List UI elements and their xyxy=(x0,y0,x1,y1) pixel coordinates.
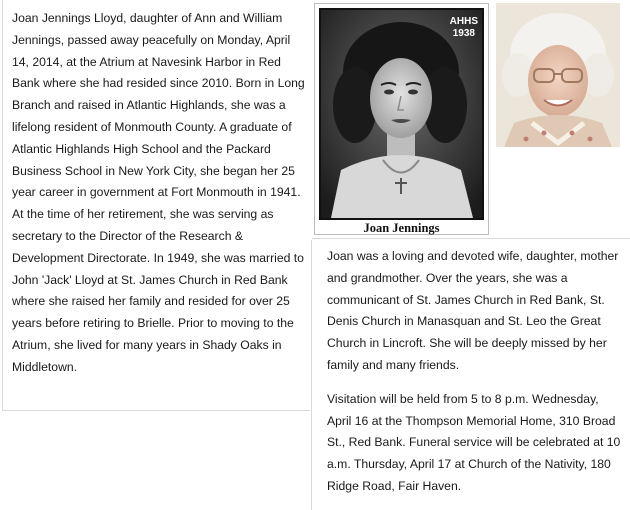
right-column-top-border xyxy=(312,238,630,239)
right-column-border xyxy=(311,240,312,510)
young-photo-frame xyxy=(314,3,489,235)
obituary-left-text: Joan Jennings Lloyd, daughter of Ann and William Jennings, passed away peacefully on Monday, April 14, 2014, at the Atrium at Navesink Harbor in Red Bank where she had resided since 2010. Born in Long Branch and raised in Atlantic Highlands, she was a lifelong resident of Monmouth County. A graduate of Atlantic Highlands High School and the Packard Business School in New York City, she began her 25 year career in government at Fort Monmouth in 1941. At the time of her retirement, she was serving as secretary to the Director of the Research & Development Directorate. In 1949, she was married to John 'Jack' Lloyd at St. James Church in Red Bank where she raised her family and resided for over 25 years before retiring to Brielle. Prior to moving to the Atrium, she lived for many years in Shady Oaks in Middletown. xyxy=(12,11,305,374)
elderly-portrait-image xyxy=(496,3,620,147)
young-portrait-image xyxy=(321,10,482,218)
young-portrait-photo xyxy=(319,8,484,220)
left-column-bottom-border xyxy=(2,410,310,411)
obituary-right-column xyxy=(327,246,623,498)
young-photo-caption: Joan Jennings xyxy=(363,221,440,235)
year-label: 1938 xyxy=(452,28,475,39)
left-column-border xyxy=(2,0,3,410)
elderly-portrait-photo xyxy=(496,3,620,147)
obituary-left-column xyxy=(12,8,308,379)
obituary-paragraph-visitation: Visitation will be held from 5 to 8 p.m. Wednesday, April 16 at the Thompson Memorial Home, 310 Broad St., Red Bank. Funeral service will be celebrated at 10 a.m. Thursday, April 17 at Church of the Nativity, 180 Ridge Road, Fair Haven. xyxy=(327,391,621,493)
school-year-label xyxy=(450,16,478,40)
obituary-paragraph-family: Joan was a loving and devoted wife, daughter, mother and grandmother. Over the years, she was a communicant of St. James Church in Red Bank, St. Denis Church in Manasquan and St. Leo the Great Church in Lincroft. She will be deeply missed by her family and many friends. xyxy=(327,249,619,372)
school-label: AHHS xyxy=(449,16,478,27)
